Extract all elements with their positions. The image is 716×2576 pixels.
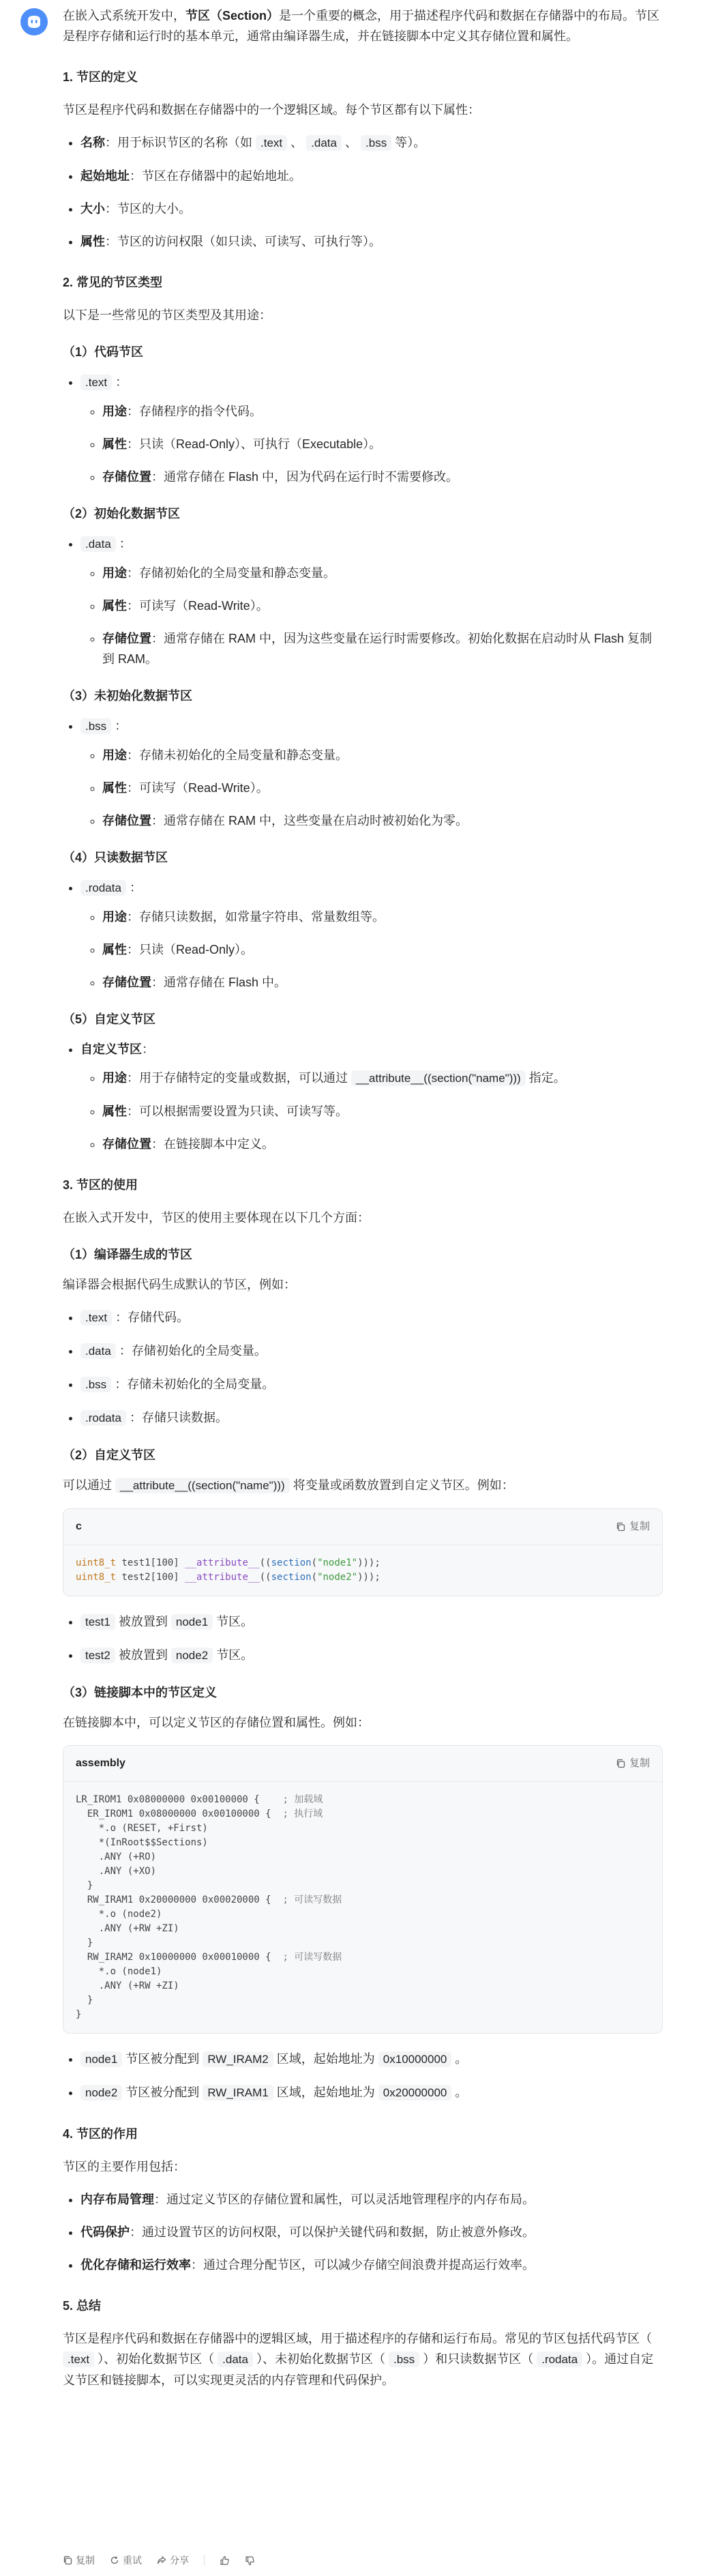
code-line: *.o (RESET, +First)	[76, 1823, 208, 1834]
sub-list	[80, 907, 663, 993]
subsection-desc: 可以通过 __attribute__((section("name"))) 将变量或函数放置到自定义节区。例如：	[63, 1478, 514, 1492]
subsection-heading: （3）未初始化数据节区	[63, 689, 193, 703]
list-item: ◦ 用途：存储初始化的全局变量和静态变量。	[102, 563, 663, 583]
share-icon	[157, 2556, 166, 2565]
list-item: ◦ 存储位置：通常存储在 RAM 中，因为这些变量在运行时需要修改。初始化数据在启动时从 Flash 复制到 RAM。	[102, 628, 663, 669]
list-item: ◦ 用途：存储未初始化的全局变量和静态变量。	[102, 745, 663, 765]
list-item: • node1 节区被分配到 RW_IRAM2 区域，起始地址为 0x10000000 。	[80, 2049, 663, 2070]
list-item: • 属性：节区的访问权限（如只读、可读写、可执行等）。	[80, 231, 663, 252]
section-heading: 4. 节区的作用	[63, 2127, 138, 2141]
subsection-heading: （1）代码节区	[63, 345, 144, 359]
inline-code: .bss	[80, 1377, 111, 1392]
list-item: • 代码保护：通过设置节区的访问权限，可以保护关键代码和数据，防止被意外修改。	[80, 2222, 663, 2242]
list-item: ◦ 用途：用于存储特定的变量或数据，可以通过 __attribute__((section("name"))) 指定。	[102, 1068, 663, 1089]
subsection-heading: （2）初始化数据节区	[63, 507, 181, 521]
intro-text-rest: 是一个重要的概念，用于描述程序代码和数据在存储器中的布局。节区是程序存储和运行时的基本单元，通常由编译器生成，并在链接脚本中定义其存储位置和属性。	[63, 9, 660, 43]
code-body	[63, 1782, 662, 2033]
inline-code: 0x10000000	[378, 2051, 452, 2067]
sub-list	[80, 401, 663, 487]
retry-label: 重试	[123, 2555, 142, 2566]
inline-code: .rodata	[537, 2352, 582, 2367]
code-line: *.o (node2)	[76, 1909, 162, 1920]
code-line: .ANY (+RW +ZI)	[76, 1980, 179, 1991]
placement-notes	[63, 1611, 663, 1666]
list-item: • 内存布局管理：通过定义节区的存储位置和属性，可以灵活地管理程序的内存布局。	[80, 2189, 663, 2210]
thumbs-up-button[interactable]	[220, 2556, 230, 2566]
inline-code: .bss	[389, 2352, 419, 2367]
list-item: ◦ 存储位置：通常存储在 RAM 中，这些变量在启动时被初始化为零。	[102, 810, 663, 831]
list-item: • .rodata ： ◦ 用途：存储只读数据，如常量字符串、常量数组等。 ◦ 属性：只读（Read-Only）。 ◦ 存储位置：通常存储在 Flash 中。	[80, 877, 663, 993]
code-line: }	[76, 1880, 93, 1891]
list-item: • .text ： ◦ 用途：存储程序的指令代码。 ◦ 属性：只读（Read-Only）、可执行（Executable）。 ◦ 存储位置：通常存储在 Flash 中，因为代码在运行时不需要修改。	[80, 372, 663, 487]
share-label: 分享	[170, 2555, 189, 2566]
inline-code: .data	[80, 536, 116, 552]
inline-code: .data	[80, 1343, 116, 1359]
code-line: .ANY (+RO)	[76, 1852, 157, 1862]
section-type-list	[63, 716, 663, 831]
code-block-header	[63, 1746, 662, 1782]
subsection-heading: （2）自定义节区	[63, 1448, 156, 1462]
sub-list	[80, 745, 663, 831]
refresh-icon	[110, 2556, 119, 2565]
inline-code: node1	[171, 1614, 213, 1630]
code-comment: ; 可读写数据	[282, 1952, 342, 1963]
code-block-header	[63, 1509, 662, 1545]
section-heading: 1. 节区的定义	[63, 70, 138, 84]
list-item: • .text ：存储代码。	[80, 1307, 663, 1328]
inline-code: .text	[63, 2352, 94, 2367]
section-desc: 在嵌入式开发中，节区的使用主要体现在以下几个方面：	[63, 1211, 370, 1225]
list-item: ◦ 存储位置：在链接脚本中定义。	[102, 1134, 663, 1154]
thumbs-down-icon	[245, 2556, 255, 2566]
subsection-heading: （4）只读数据节区	[63, 851, 168, 864]
inline-code: 0x20000000	[378, 2085, 452, 2101]
list-item: • node2 节区被分配到 RW_IRAM1 区域，起始地址为 0x20000000 。	[80, 2082, 663, 2103]
code-line: .ANY (+RW +ZI)	[76, 1923, 179, 1934]
list-item: • .bss ：存储未初始化的全局变量。	[80, 1374, 663, 1395]
section-heading: 3. 节区的使用	[63, 1178, 138, 1192]
list-item: • 自定义节区： ◦ 用途：用于存储特定的变量或数据，可以通过 __attribute__((section("name"))) 指定。 ◦ 属性：可以根据需要设置为只读、可读写等。 ◦ 存储位置：在链接脚本中定义。	[80, 1039, 663, 1154]
sub-list	[80, 563, 663, 669]
inline-code: __attribute__((section("name")))	[351, 1070, 526, 1086]
inline-code: __attribute__((section("name")))	[115, 1478, 290, 1493]
copy-message-button[interactable]	[63, 2550, 95, 2571]
list-item: • .bss ： ◦ 用途：存储未初始化的全局变量和静态变量。 ◦ 属性：可读写（Read-Write）。 ◦ 存储位置：通常存储在 RAM 中，这些变量在启动时被初始化为零。	[80, 716, 663, 831]
subsection-desc: 编译器会根据代码生成默认的节区，例如：	[63, 1278, 296, 1291]
subsection-heading: （5）自定义节区	[63, 1012, 156, 1026]
intro-bold: 节区（Section）	[185, 9, 280, 23]
copy-label: 复制	[629, 1757, 650, 1769]
list-item: ◦ 用途：存储只读数据，如常量字符串、常量数组等。	[102, 907, 663, 927]
section-type-list	[63, 533, 663, 669]
list-item: • test2 被放置到 node2 节区。	[80, 1645, 663, 1666]
default-section-list	[63, 1307, 663, 1429]
sub-list	[80, 1068, 663, 1154]
inline-code: .data	[218, 2352, 253, 2367]
code-line: }	[76, 2009, 82, 2020]
assistant-logo-icon	[25, 14, 43, 29]
list-item: • 名称：用于标识节区的名称（如 .text 、 .data 、 .bss 等）。	[80, 132, 663, 153]
summary-paragraph: 节区是程序代码和数据在存储器中的逻辑区域，用于描述程序的存储和运行布局。常见的节区包括代码节区（ .text ）、初始化数据节区（ .data ）、未初始化数据节区（ .bss ）和只读数据节区（ .rodata ）。通过自定义节区和链接脚本，可以实现更灵活的内存管理和代码保护。	[63, 2332, 654, 2387]
list-item: ◦ 属性：可读写（Read-Write）。	[102, 778, 663, 798]
code-comment: ; 可读写数据	[282, 1894, 342, 1905]
subsection-heading: （1）编译器生成的节区	[63, 1248, 193, 1261]
inline-code: .text	[256, 135, 287, 151]
share-button[interactable]	[157, 2550, 189, 2571]
inline-code: RW_IRAM1	[203, 2085, 273, 2101]
code-language-label: assembly	[76, 1757, 125, 1769]
section-type-list	[63, 877, 663, 993]
list-item: • 起始地址：节区在存储器中的起始地址。	[80, 166, 663, 186]
list-item: • .data ：存储初始化的全局变量。	[80, 1341, 663, 1362]
copy-code-button[interactable]	[616, 1753, 650, 1774]
inline-code: RW_IRAM2	[203, 2051, 273, 2067]
thumbs-down-button[interactable]	[245, 2556, 255, 2566]
intro-paragraph	[63, 5, 663, 46]
list-item: ◦ 属性：可以根据需要设置为只读、可读写等。	[102, 1101, 663, 1122]
section-type-list	[63, 372, 663, 487]
region-notes	[63, 2049, 663, 2103]
copy-icon	[616, 1522, 625, 1532]
code-block-assembly	[63, 1745, 663, 2034]
section-desc: 节区是程序代码和数据在存储器中的一个逻辑区域。每个节区都有以下属性：	[63, 103, 480, 117]
list-item: • test1 被放置到 node1 节区。	[80, 1611, 663, 1633]
inline-code: .rodata	[80, 880, 126, 896]
inline-code: node1	[80, 2051, 122, 2067]
list-item: ◦ 存储位置：通常存储在 Flash 中，因为代码在运行时不需要修改。	[102, 467, 663, 487]
code-line: RW_IRAM2 0x10000000 0x00010000 { ; 可读写数据	[76, 1952, 342, 1963]
list-item: • 优化存储和运行效率：通过合理分配节区，可以减少存储空间浪费并提高运行效率。	[80, 2255, 663, 2275]
code-line: ER_IROM1 0x08000000 0x00100000 { ; 执行域	[76, 1809, 323, 1819]
section-heading: 2. 常见的节区类型	[63, 276, 163, 289]
inline-code: .bss	[361, 135, 391, 151]
code-line: *.o (node1)	[76, 1966, 162, 1977]
retry-button[interactable]	[110, 2550, 142, 2571]
copy-icon	[616, 1759, 625, 1768]
purpose-list	[63, 2189, 663, 2275]
inline-code: node2	[171, 1648, 213, 1663]
intro-text: 在嵌入式系统开发中，	[63, 9, 185, 23]
list-item: • .data ： ◦ 用途：存储初始化的全局变量和静态变量。 ◦ 属性：可读写（Read-Write）。 ◦ 存储位置：通常存储在 RAM 中，因为这些变量在运行时需要修改。初始化数据在启动时从 Flash 复制到 RAM。	[80, 533, 663, 669]
code-line: uint8_t test2[100] __attribute__((section("node2")));	[76, 1572, 381, 1583]
section-desc: 以下是一些常见的节区类型及其用途：	[63, 308, 271, 322]
message-content	[63, 5, 663, 2403]
attribute-list	[63, 132, 663, 252]
list-item: ◦ 存储位置：通常存储在 Flash 中。	[102, 972, 663, 993]
inline-code: test2	[80, 1648, 115, 1663]
copy-label: 复制	[629, 1521, 650, 1532]
list-item: • 大小：节区的大小。	[80, 199, 663, 219]
section-heading: 5. 总结	[63, 2299, 102, 2313]
copy-label: 复制	[76, 2555, 95, 2566]
list-item: ◦ 属性：只读（Read-Only）、可执行（Executable）。	[102, 434, 663, 454]
code-comment: ; 执行域	[282, 1809, 323, 1819]
code-comment: ; 加载域	[282, 1794, 323, 1805]
subsection-desc: 在链接脚本中，可以定义节区的存储位置和属性。例如：	[63, 1716, 370, 1729]
inline-code: .text	[80, 1310, 112, 1326]
subsection-heading: （3）链接脚本中的节区定义	[63, 1686, 218, 1699]
section-type-list	[63, 1039, 663, 1154]
inline-code: .data	[306, 135, 342, 151]
inline-code: test1	[80, 1614, 115, 1630]
section-desc: 节区的主要作用包括：	[63, 2160, 185, 2174]
code-line: .ANY (+XO)	[76, 1866, 157, 1877]
assistant-avatar	[20, 8, 48, 35]
inline-code: .rodata	[80, 1410, 126, 1426]
list-item: ◦ 属性：可读写（Read-Write）。	[102, 596, 663, 616]
code-line: uint8_t test1[100] __attribute__((section("node1")));	[76, 1557, 381, 1568]
list-item: • .rodata ：存储只读数据。	[80, 1407, 663, 1429]
code-line: }	[76, 1995, 93, 2006]
list-item: ◦ 用途：存储程序的指令代码。	[102, 401, 663, 422]
copy-code-button[interactable]	[616, 1517, 650, 1537]
code-line: *(InRoot$$Sections)	[76, 1837, 208, 1848]
list-item: ◦ 属性：只读（Read-Only）。	[102, 939, 663, 960]
code-language-label: c	[76, 1521, 82, 1532]
message-actions	[63, 2550, 255, 2571]
inline-code: .text	[80, 375, 112, 390]
code-line: LR_IROM1 0x08000000 0x00100000 { ; 加载域	[76, 1794, 323, 1805]
copy-icon	[63, 2556, 72, 2565]
divider	[204, 2555, 205, 2566]
thumbs-up-icon	[220, 2556, 230, 2566]
inline-code: .bss	[80, 718, 111, 734]
inline-code: node2	[80, 2085, 122, 2101]
code-line: }	[76, 1937, 93, 1948]
code-block-c	[63, 1508, 663, 1596]
code-line: RW_IRAM1 0x20000000 0x00020000 { ; 可读写数据	[76, 1894, 342, 1905]
code-body	[63, 1545, 662, 1596]
